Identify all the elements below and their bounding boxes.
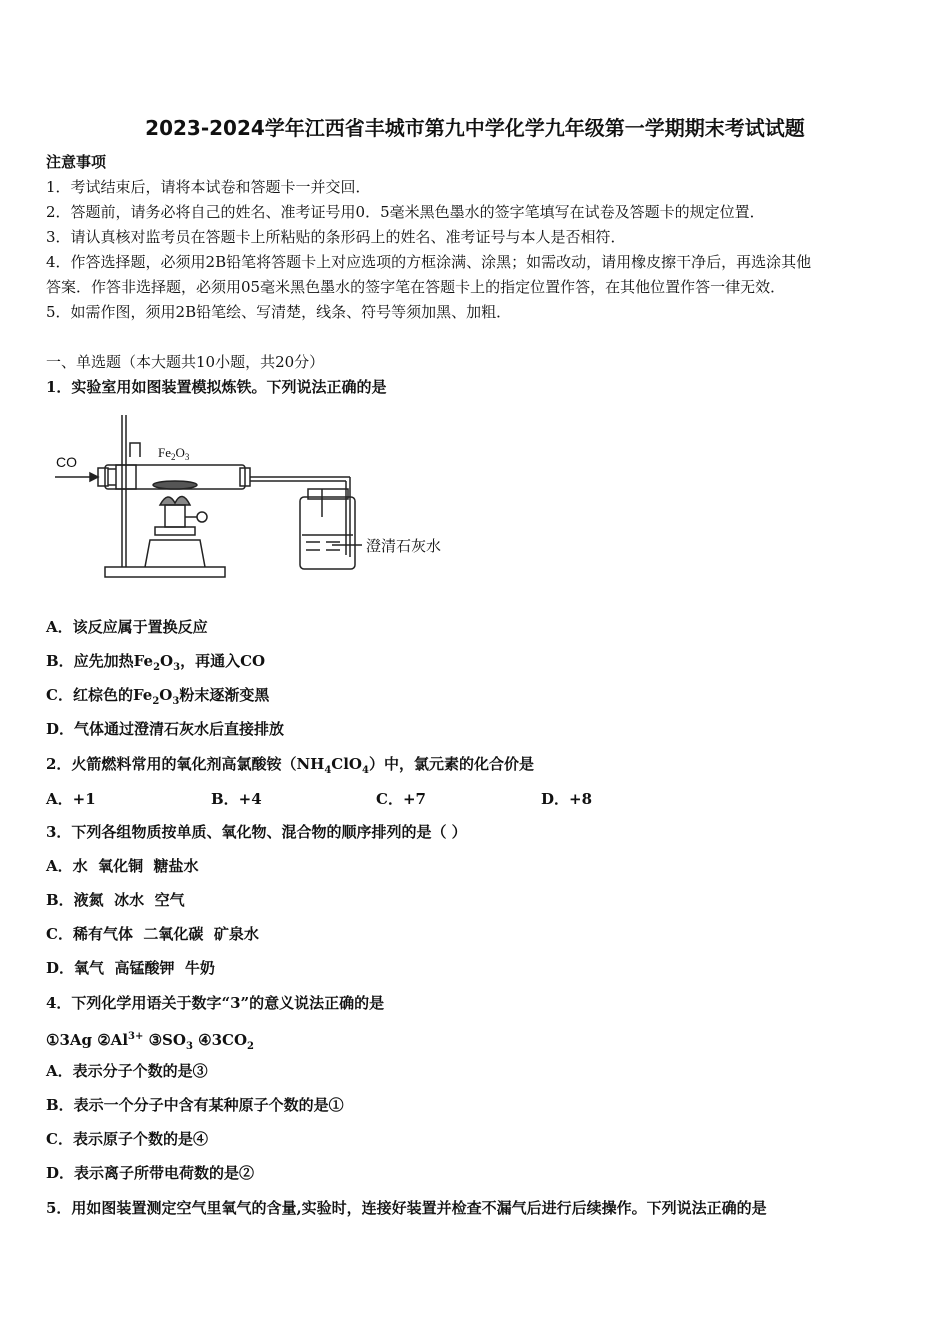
notice-item: 1．考试结束后，请将本试卷和答题卡一并交回． — [46, 178, 371, 196]
notice-item: 4．作答选择题，必须用2B铅笔将答题卡上对应选项的方框涂满、涂黑；如需改动，请用橡皮擦干净后，再选涂其他 — [46, 253, 812, 271]
question-4-formulas: ①3Ag $②Al^{3+}$ $③SO_3$ $④3CO_2$ — [46, 1031, 255, 1052]
question-2-option-d: D．+8 — [541, 790, 593, 808]
page-title: 2023-2024学年江西省丰城市第九中学化学九年级第一学期期末考试试题 — [145, 116, 805, 140]
co-label: CO — [56, 454, 77, 470]
question-2-option-b: B．+4 — [211, 790, 262, 808]
question-3-option-d: D．氧气 高锰酸钾 牛奶 — [46, 959, 215, 977]
fe2o3-powder — [153, 481, 197, 489]
question-1-stem: 1．实验室用如图装置模拟炼铁。下列说法正确的是 — [46, 378, 387, 396]
notice-item: 3．请认真核对监考员在答题卡上所粘贴的条形码上的姓名、准考证号与本人是否相符． — [46, 228, 626, 246]
question-2-stem: 2．火箭燃料常用的氧化剂高氯酸铵$(NH_4ClO_4)$中，氯元素的化合价是 — [46, 755, 534, 776]
question-2-option-c: C．+7 — [376, 790, 426, 808]
notice-item: 2．答题前，请务必将自己的姓名、准考证号用0．5毫米黑色墨水的签字笔填写在试卷及答题卡的规定位置． — [46, 203, 765, 221]
question-1-option-d: D．气体通过澄清石灰水后直接排放 — [46, 720, 285, 738]
question-4-option-d: D．表示离子所带电荷数的是② — [46, 1164, 255, 1182]
flame — [160, 496, 190, 505]
iron-smelting-apparatus-figure — [50, 405, 450, 585]
question-1-option-a: A．该反应属于置换反应 — [46, 618, 208, 636]
limewater-label: 澄清石灰水 — [366, 537, 442, 555]
stand-base — [105, 567, 225, 577]
fe2o3-label: $Fe_2O_3$ — [158, 445, 190, 462]
notice-item: 5．如需作图，须用2B铅笔绘、写清楚，线条、符号等须加黑、加粗． — [46, 303, 512, 321]
question-1-option-c: C．红棕色的$Fe_2O_3$粉末逐渐变黑 — [46, 686, 270, 707]
question-4-option-a: A．表示分子个数的是③ — [46, 1062, 208, 1080]
question-4-option-c: C．表示原子个数的是④ — [46, 1130, 208, 1148]
question-3-option-b: B．液氮 冰水 空气 — [46, 891, 185, 909]
notice-heading: 注意事项 — [46, 153, 107, 171]
section-heading: 一、单选题（本大题共10小题，共20分） — [46, 353, 325, 371]
notice-item: 答案．作答非选择题，必须用05毫米黑色墨水的签字笔在答题卡上的指定位置作答，在其他位置作答一律无效． — [46, 278, 786, 296]
question-5-stem: 5．用如图装置测定空气里氧气的含量,实验时，连接好装置并检查不漏气后进行后续操作。下列说法正确的是 — [46, 1199, 767, 1217]
question-3-option-c: C．稀有气体 二氧化碳 矿泉水 — [46, 925, 259, 943]
alcohol-burner — [145, 540, 205, 567]
question-1-option-b: B．应先加热$Fe_2O_3$，再通入CO — [46, 652, 266, 673]
question-2-option-a: A．+1 — [46, 790, 96, 808]
arrow-head — [90, 473, 98, 481]
question-4-option-b: B．表示一个分子中含有某种原子个数的是① — [46, 1096, 344, 1114]
question-3-stem: 3．下列各组物质按单质、氧化物、混合物的顺序排列的是（ ） — [46, 823, 467, 841]
question-4-stem: 4．下列化学用语关于数字“3”的意义说法正确的是 — [46, 994, 385, 1012]
question-3-option-a: A．水 氧化铜 糖盐水 — [46, 857, 199, 875]
